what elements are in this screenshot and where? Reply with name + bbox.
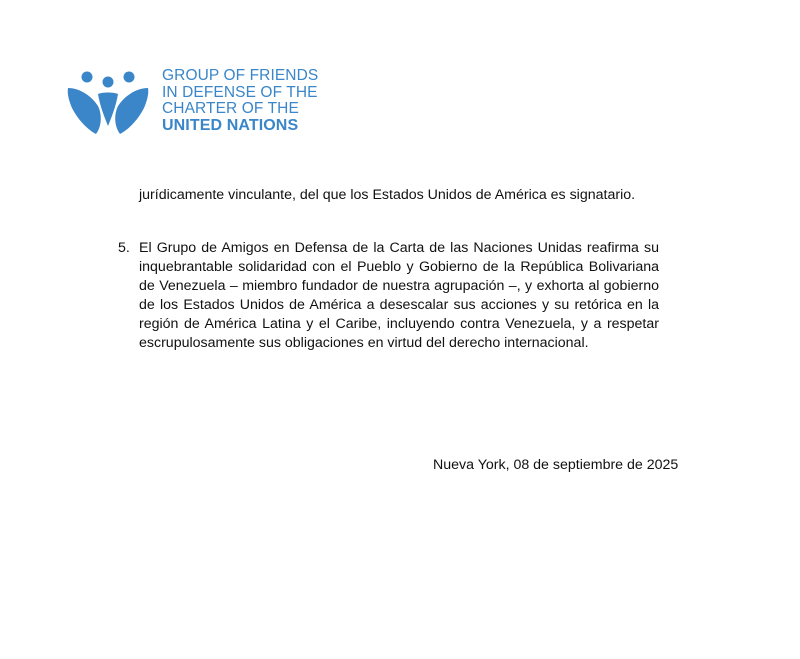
item-number: 5. (118, 240, 130, 256)
logo-line-4: UNITED NATIONS (162, 116, 299, 134)
item-text: El Grupo de Amigos en Defensa de la Carta de las Naciones Unidas reafirma su inquebrantable solidaridad con el Pueblo y Gobierno de la República Bolivariana de Venezuela – miembro fundador de nuestra agrupación –, y exhorta al gobierno de los Estados Unidos de América a desescalar sus acciones y su retórica en la región de América Latina y el Caribe, incluyendo contra Venezuela, y a respetar escrupulosamente sus obligaciones en virtud del derecho internacional. (139, 240, 659, 351)
logo-line-2: IN DEFENSE OF THE (162, 83, 318, 101)
group-of-friends-logo-icon (66, 70, 150, 134)
logo-wordmark (162, 68, 318, 134)
logo-line-3: CHARTER OF THE (162, 100, 299, 117)
continued-paragraph: jurídicamente vinculante, del que los Estados Unidos de América es signatario. (139, 187, 636, 203)
organization-logo (66, 68, 346, 138)
place-and-date: Nueva York, 08 de septiembre de 2025 (433, 457, 679, 473)
logo-line-1: GROUP OF FRIENDS (162, 67, 319, 84)
